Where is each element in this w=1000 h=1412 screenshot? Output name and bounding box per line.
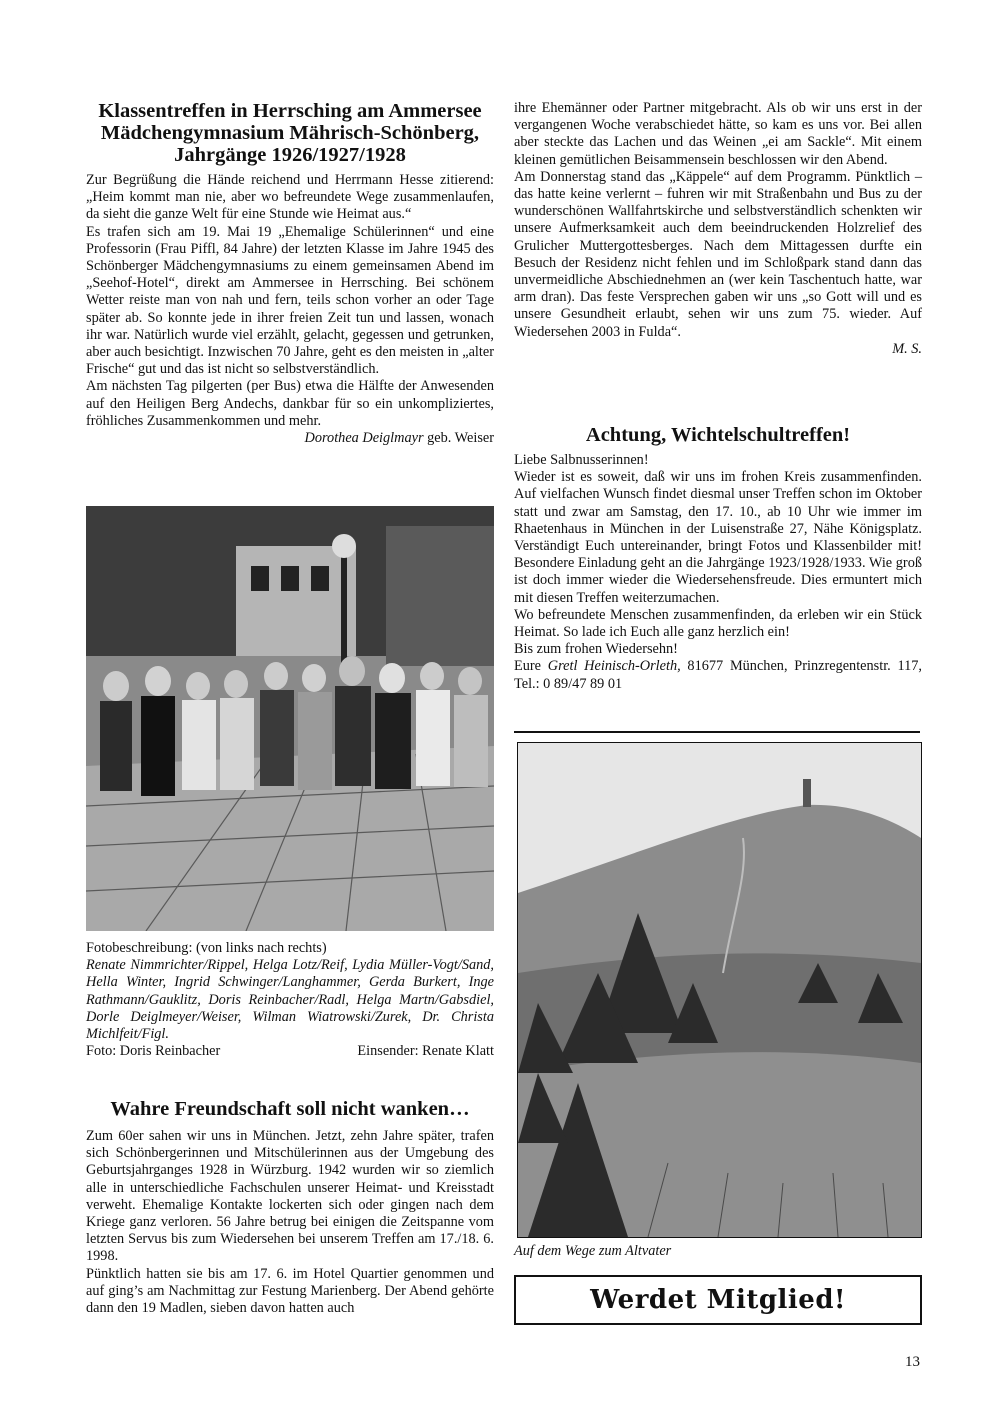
- article1-title-line3: Jahrgänge 1926/1927/1928: [174, 144, 406, 166]
- article3-paragraph-1: Wieder ist es soweit, daß wir uns im frohen Kreis zusammenfinden. Auf vielfachen Wunsch findet diesmal unser Treffen schon im Oktober statt und zwar am Samstag, den 17. 10., ab 10 Uhr wie immer im Rhaetenhaus in München in der Luisenstraße 27, Nähe Königsplatz. Verständigt Euch untereinander, bringt Fotos und Klassenbilder mit! Besondere Einladung geht an die Jahrgänge 1923/1928/1933. Wie groß ist doch immer wieder die Wiedersehensfreude. Dies ermuntert mich mit diesen Treffen weiterzumachen.: [514, 469, 922, 606]
- caption-credits: [86, 1043, 494, 1060]
- article1-title: [86, 100, 494, 166]
- article2-paragraph-2: Pünktlich hatten sie bis am 17. 6. im Hotel Quartier genommen und auf ging’s am Nachmittag zur Festung Marienberg. Der Abend gehörte dann den 19 Madlen, sieben davon hatten auch: [86, 1265, 494, 1317]
- group-photo: [86, 506, 494, 931]
- article3-greeting: Liebe Salbnusserinnen!: [514, 452, 649, 468]
- article3-paragraph-2: Wo befreundete Menschen zusammenfinden, da erleben wir ein Stück Heimat. So lade ich Euch alle ganz herzlich ein!: [514, 606, 922, 641]
- caption-names: Renate Nimmrichter/Rippel, Helga Lotz/Reif, Lydia Müller-Vogt/Sand, Hella Winter, Ingrid Schwinger/Langhammer, Gerda Burkert, Inge Rathmann/Gauklitz, Doris Reinbacher/Radl, Helga Martn/Gabsdiel, Dorle Deiglmeyer/Weiser, Wilman Wiatrowski/Zurek, Dr. Christa Michlfeit/Figl.: [86, 957, 494, 1043]
- photo-credit: Foto: Doris Reinbacher: [86, 1043, 221, 1060]
- article3: [514, 424, 922, 693]
- article1-paragraph-3: Am nächsten Tag pilgerten (per Bus) etwa die Hälfte der Anwesenden auf den Heiligen Berg Andechs, dankbar für so ein unkompliziertes, fröhliches Zusammenkommen und mehr.: [86, 378, 494, 429]
- article1-author-suffix: geb. Weiser: [423, 430, 494, 447]
- article3-sign-address: 81677 München, Prinzregentenstr. 117, Tel.: 0 89/47 89 01: [514, 658, 923, 692]
- landscape-photo-drawing: [518, 743, 921, 1237]
- article1-paragraph-1: Zur Begrüßung die Hände reichend und Herrmann Hesse zitierend: „Heim kommt man nie, aber wo befreundete Wege zusammenlaufen, da sieht die ganze Welt für eine Stunde wie Heimat aus.“: [86, 172, 494, 223]
- article1-paragraph-2: Es trafen sich am 19. Mai 19 „Ehemalige Schülerinnen“ und eine Professorin (Frau Piffl, 84 Jahre) der letzten Klasse im Jahre 1945 des Schönberger Mädchengymnasiums zu einem gemeinsamen Abend im „Seehof-Hotel“, direkt am Ammersee in Herrsching. Bei schönem Wetter reiste man von nah und fern, teils schon vorher an oder Tage später ab. So konnte jede in ihrer freien Zeit tun und lassen, wonach ihr war. Natürlich wurde viel erzählt, gelacht, gegessen und getrunken, aber auch besichtigt. Inzwischen 70 Jahre, geht es den meisten in „alter Frische“ gut und das ist nicht so selbstverständlich.: [86, 223, 494, 378]
- left-column: [86, 100, 494, 447]
- article2-continued: [514, 100, 922, 358]
- article2-cont-paragraph-1: ihre Ehemänner oder Partner mitgebracht. Als ob wir uns erst in der vergangenen Woche verabschiedet hätte, so kam es uns vor. Bei allen aber steckte das Lachen und das Weinen „ei am Sackle“. Mit einem kleinen gemütlichen Beisammensein beschlossen wir den Abend.: [514, 100, 922, 168]
- photo-sender: Einsender: Renate Klatt: [357, 1043, 494, 1060]
- article2-paragraph-1: Zum 60er sahen wir uns in München. Jetzt, zehn Jahre später, trafen sich Schönbergerinnen und Mitschülerinnen aus der Umgebung des Geburtsjahrganges 1928 in Würzburg. 1942 wurden wir so ziemlich alle in unterschiedliche Fachschulen unserer Heimat- und Kreisstadt verweht. Ehemalige Kontakte lockerten sich oder gingen nach dem Kriege ganz verloren. 56 Jahre betrug bei einigen die Zeitspanne vom letzten Servus bis zum Wiedersehen bei unserem Treffen am 17./18. 6. 1998.: [86, 1128, 494, 1265]
- caption-heading: Fotobeschreibung: (von links nach rechts): [86, 940, 327, 956]
- article3-title: Achtung, Wichtelschultreffen!: [585, 424, 851, 446]
- article1-title-line2: Mädchengymnasium Mährisch-Schönberg,: [100, 122, 480, 144]
- membership-callout-text: Werdet Mitglied!: [590, 1285, 846, 1315]
- article2-cont-paragraph-2: Am Donnerstag stand das „Käppele“ auf dem Programm. Pünktlich – das hatte keine verlernt – fuhren wir mit Straßenbahn und Bus zu der wunderschönen Wallfahrtskirche und selbstverständlich schenkten wir unsere Aufmerksamkeit auch dem beeindruckenden Holzrelief des Grulicher Muttergottesberges. Nach dem Mittagessen durfte ein Besuch der Residenz nicht fehlen und im Schloßpark stand dann das unvermeidliche Abschiednehmen an (wer kein Taschentuch hatte, war arm dran). Das feste Versprechen gaben wir uns „so Gott will und es unsere Gesundheit erlaubt, sehen wir uns zum 75. wieder. Auf Wiedersehen 2003 in Fulda“.: [514, 168, 922, 340]
- group-photo-drawing: [86, 506, 494, 931]
- group-photo-caption: [86, 940, 494, 1060]
- article3-sign-prefix: Eure: [514, 658, 548, 675]
- article1-author: [86, 430, 494, 447]
- article1-author-name: Dorothea Deiglmayr: [304, 430, 424, 447]
- article2-title: Wahre Freundschaft soll nicht wanken…: [110, 1098, 470, 1120]
- article2-signature: M. S.: [892, 340, 922, 357]
- section-divider: [514, 731, 920, 733]
- article2-start: [86, 1098, 494, 1317]
- article3-paragraph-3: Bis zum frohen Wiedersehn!: [514, 641, 678, 658]
- membership-callout: [514, 1275, 922, 1325]
- page-number: 13: [905, 1354, 920, 1370]
- article3-signature: [514, 658, 922, 692]
- landscape-photo: [517, 742, 922, 1238]
- article1-title-line1: Klassentreffen in Herrsching am Ammersee: [98, 100, 482, 122]
- landscape-caption: Auf dem Wege zum Altvater: [514, 1243, 672, 1259]
- article3-sign-name: Gretl Heinisch-Orleth,: [547, 658, 681, 675]
